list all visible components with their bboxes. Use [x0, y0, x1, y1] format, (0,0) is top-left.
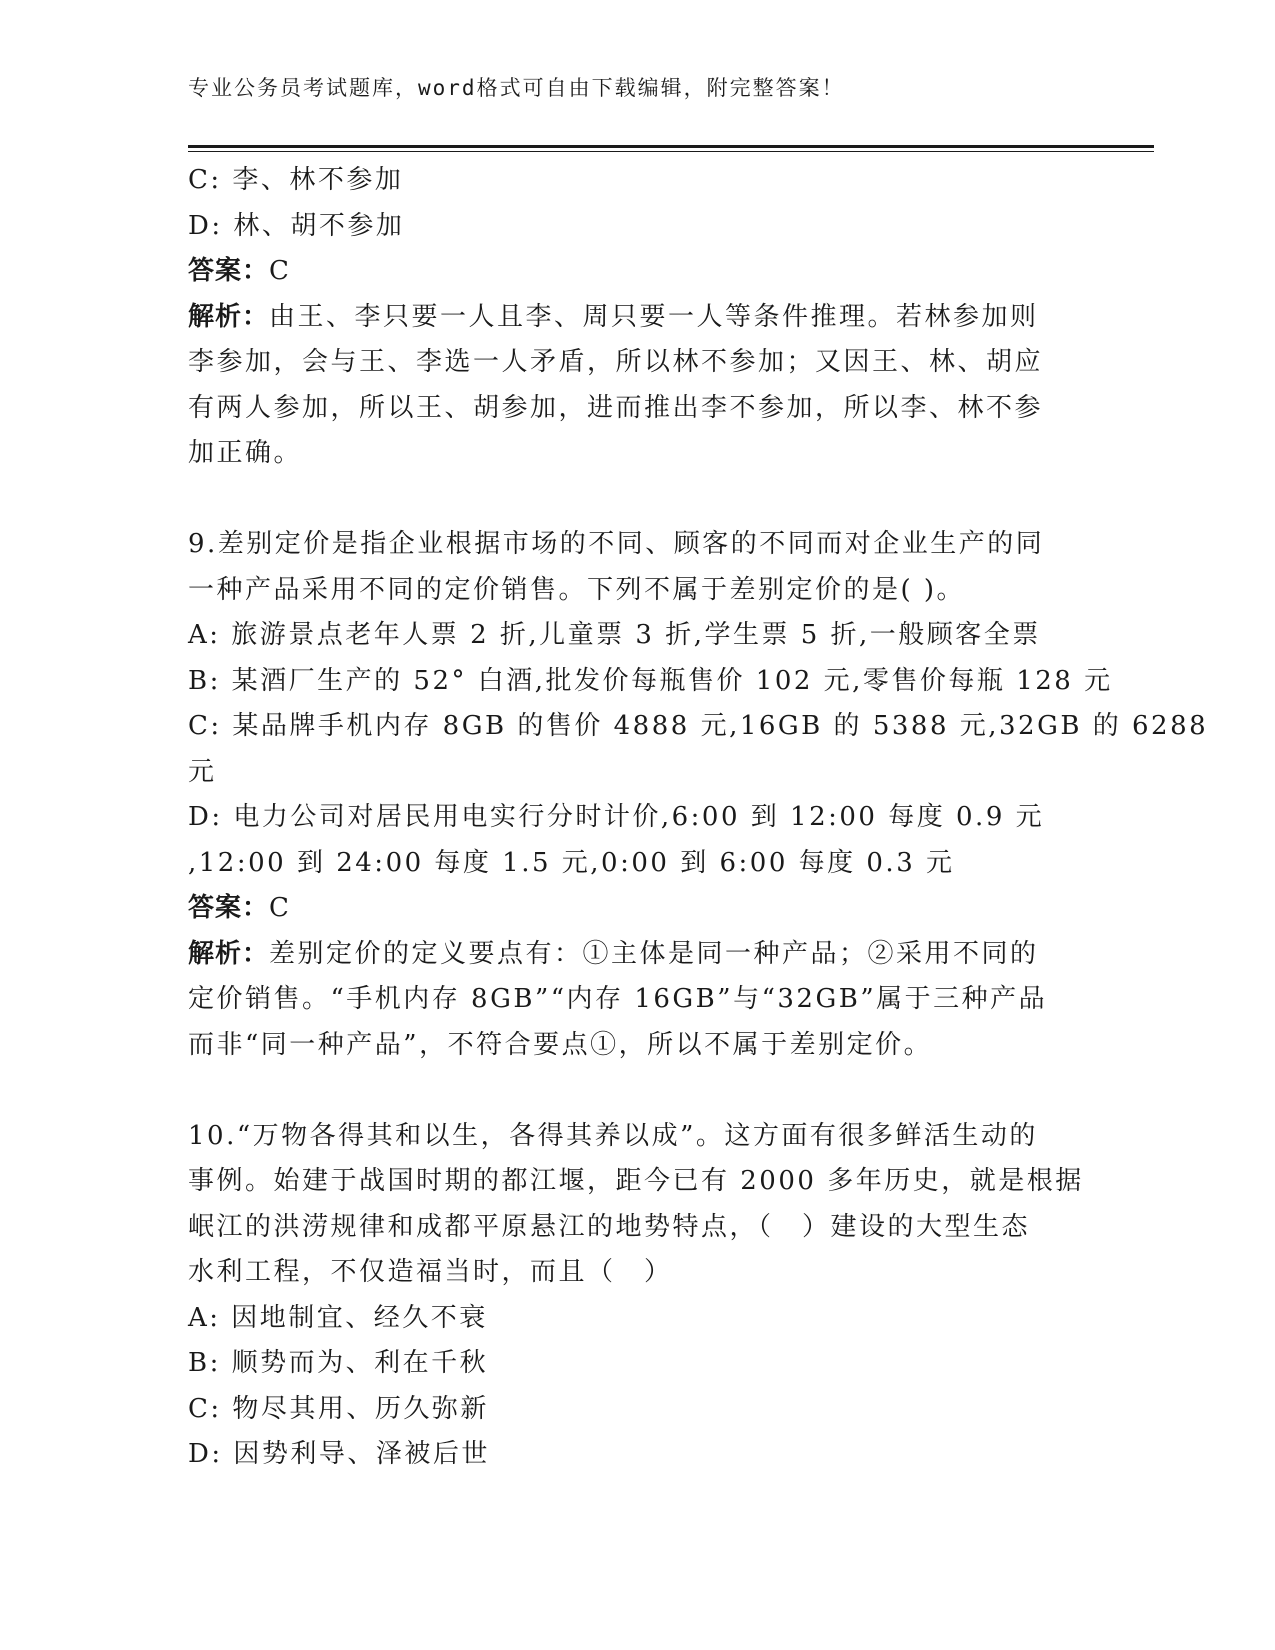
q10-option-a: A: 因地制宜、经久不衰 [188, 1302, 488, 1333]
q9-option-d: D: 电力公司对居民用电实行分时计价,6:00 到 12:00 每度 0.9 元 [188, 802, 1045, 832]
q9-stem-line: 9.差别定价是指企业根据市场的不同、顾客的不同而对企业生产的同 [188, 529, 1045, 559]
prev-analysis-line: 有两人参加，所以王、胡参加，进而推出李不参加，所以李、林不参 [188, 392, 1044, 423]
q9-option-d-cont: ,12:00 到 24:00 每度 1.5 元,0:00 到 6:00 每度 0.3 元 [188, 847, 955, 878]
q9-option-c-cont: 元 [188, 756, 217, 787]
prev-option-d: D: 林、胡不参加 [188, 210, 405, 241]
page-header-note: 专业公务员考试题库，word格式可自由下载编辑，附完整答案！ [188, 76, 845, 100]
answer-label: 答案： [188, 893, 270, 923]
prev-option-c: C: 李、林不参加 [188, 165, 404, 195]
q9-answer [188, 886, 1088, 932]
q10-stem-line: 10.“万物各得其和以生，各得其养以成”。这方面有很多鲜活生动的 [188, 1120, 1038, 1151]
answer-value: C [269, 256, 292, 286]
answer-label: 答案： [188, 256, 270, 286]
q10-stem-line: 岷江的洪涝规律和成都平原悬江的地势特点，（ ）建设的大型生态 [188, 1211, 1031, 1242]
q9-analysis-line [188, 932, 1088, 978]
q10-stem-line: 事例。始建于战国时期的都江堰，距今已有 2000 多年历史，就是根据 [188, 1166, 1084, 1196]
spacer [188, 477, 1088, 523]
analysis-label: 解析： [188, 938, 270, 969]
analysis-label: 解析： [188, 301, 270, 332]
analysis-text: 差别定价的定义要点有：①主体是同一种产品；②采用不同的 [269, 938, 1039, 969]
q10-option-d: D: 因势利导、泽被后世 [188, 1439, 490, 1469]
prev-answer [188, 249, 1088, 295]
analysis-text: 由王、李只要一人且李、周只要一人等条件推理。若林参加则 [269, 301, 1039, 332]
prev-analysis-line [188, 295, 1088, 341]
q9-analysis-line: 而非“同一种产品”，不符合要点①，所以不属于差别定价。 [188, 1029, 933, 1060]
spacer [188, 1068, 1088, 1114]
q9-option-c: C: 某品牌手机内存 8GB 的售价 4888 元,16GB 的 5388 元,32GB 的 6288 [188, 711, 1209, 741]
q9-stem-line: 一种产品采用不同的定价销售。下列不属于差别定价的是( )。 [188, 574, 966, 605]
header-rule-thin [188, 151, 1154, 152]
prev-analysis-line: 加正确。 [188, 438, 303, 468]
question-content [188, 158, 1209, 1478]
prev-analysis-line: 李参加，会与王、李选一人矛盾，所以林不参加；又因王、林、胡应 [188, 347, 1044, 377]
q9-option-b: B: 某酒厂生产的 52° 白酒,批发价每瓶售价 102 元,零售价每瓶 128 元 [188, 665, 1113, 696]
q9-option-a: A: 旅游景点老年人票 2 折,儿童票 3 折,学生票 5 折,一般顾客全票 [188, 620, 1041, 650]
q10-stem-line: 水利工程，不仅造福当时，而且（ ） [188, 1257, 673, 1287]
q10-option-c: C: 物尽其用、历久弥新 [188, 1393, 489, 1424]
header-rule-thick [188, 145, 1154, 148]
q10-option-b: B: 顺势而为、利在千秋 [188, 1348, 489, 1378]
q9-analysis-line: 定价销售。“手机内存 8GB”“内存 16GB”与“32GB”属于三种产品 [188, 984, 1048, 1014]
answer-value: C [269, 893, 292, 923]
